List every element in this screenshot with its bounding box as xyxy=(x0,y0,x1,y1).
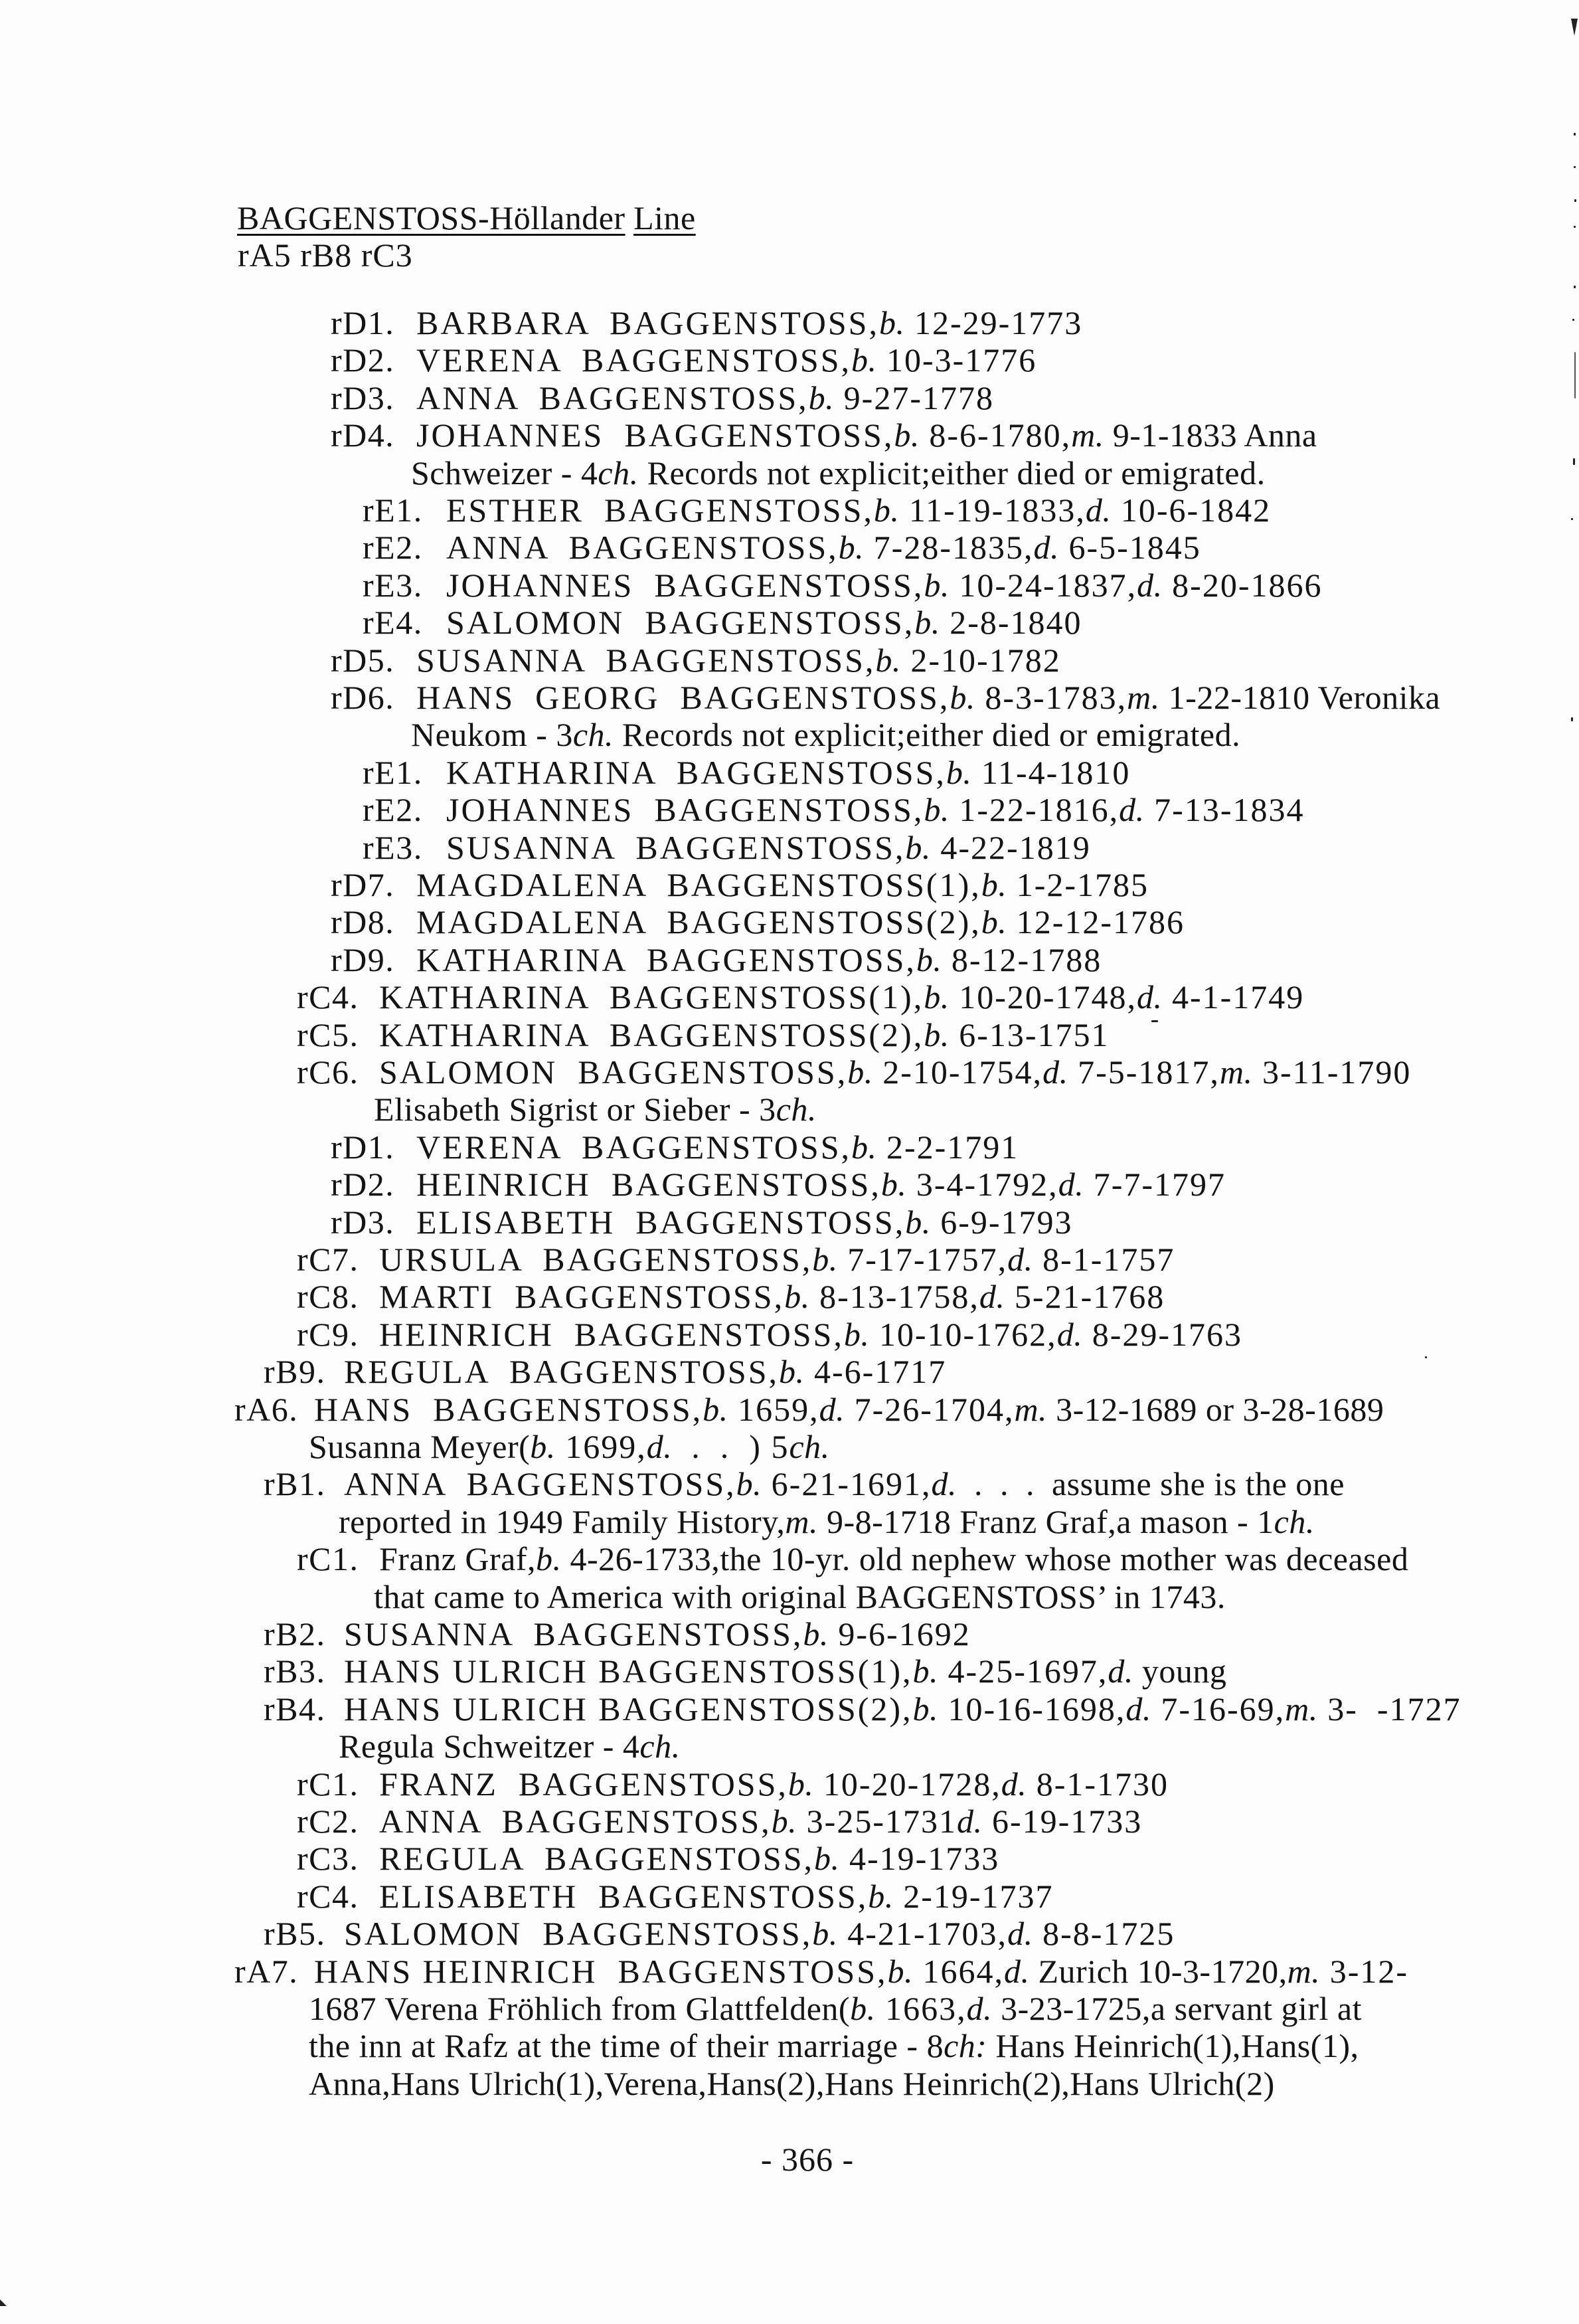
abbreviation-italic: d. xyxy=(819,1391,845,1428)
entry-text-segment: URSULA BAGGENSTOSS, xyxy=(379,1241,813,1278)
abbreviation-italic: b. xyxy=(788,1765,814,1803)
entry-text-segment: . . . assume she is the one xyxy=(956,1465,1345,1502)
entry-text xyxy=(446,529,1201,566)
entry-text-segment: 6-9-1793 xyxy=(930,1204,1073,1241)
entry-text-segment: 1699, xyxy=(555,1428,647,1465)
entry-text-segment: JOHANNES BAGGENSTOSS, xyxy=(416,416,894,454)
entry-text xyxy=(379,1765,1169,1803)
entry-text-segment: HANS BAGGENSTOSS, xyxy=(314,1391,703,1428)
abbreviation-italic: b. xyxy=(924,978,950,1016)
entry-text-segment: FRANZ BAGGENSTOSS, xyxy=(379,1765,788,1803)
entry-text xyxy=(309,2027,1359,2064)
entry-text-segment: 3-4-1792, xyxy=(906,1166,1058,1203)
entry-text-segment: 7-28-1835, xyxy=(864,529,1034,566)
abbreviation-italic: m. xyxy=(1014,1391,1048,1428)
entry-text-segment: young xyxy=(1133,1653,1227,1690)
entry-text-segment: 8-13-1758, xyxy=(809,1278,979,1315)
entry-text xyxy=(344,1653,1226,1690)
scan-speck xyxy=(1574,199,1576,202)
abbreviation-italic: b. xyxy=(914,604,940,641)
entry-text-segment: 9-1-1833 Anna xyxy=(1104,416,1317,454)
entry-text xyxy=(309,1990,1362,2027)
entry-text-segment: 2-19-1737 xyxy=(893,1878,1054,1915)
entry-text-segment: 10-20-1748, xyxy=(949,978,1137,1016)
entry-label: rB4. xyxy=(264,1690,326,1728)
title-line-word: Line xyxy=(633,199,696,236)
abbreviation-italic: m. xyxy=(1071,416,1104,454)
entry-label: rA7. xyxy=(234,1953,299,1990)
scan-speck xyxy=(1571,717,1573,721)
entry-label: rC1. xyxy=(297,1765,359,1803)
abbreviation-italic: d. xyxy=(646,1428,673,1465)
abbreviation-italic: b. xyxy=(736,1465,762,1502)
entry-label: rC9. xyxy=(297,1316,359,1353)
entry-text-segment: 9-8-1718 Franz Graf,a mason - 1 xyxy=(818,1503,1274,1540)
entry-label: rD7. xyxy=(331,866,395,903)
entry-text-segment: 11-4-1810 xyxy=(971,754,1131,791)
entry-text-segment: 7-5-1817, xyxy=(1068,1053,1220,1091)
entry-text-segment: 2-10-1754, xyxy=(873,1053,1043,1091)
entry-text xyxy=(379,1316,1242,1353)
entry-text xyxy=(379,1840,999,1877)
entry-text-segment: JOHANNES BAGGENSTOSS, xyxy=(446,567,924,604)
abbreviation-italic: b. xyxy=(850,1990,876,2027)
abbreviation-italic: b. xyxy=(803,1615,829,1653)
entry-text-segment: the inn at Rafz at the time of their marriage - 8 xyxy=(309,2027,944,2064)
abbreviation-italic: b. xyxy=(905,1204,931,1241)
entry-text-segment: SALOMON BAGGENSTOSS, xyxy=(379,1053,848,1091)
entry-text-segment: VERENA BAGGENSTOSS, xyxy=(416,1128,851,1166)
entry-text-segment: 2-2-1791 xyxy=(876,1128,1019,1166)
entry-text xyxy=(416,941,1102,978)
entry-label: rA6. xyxy=(234,1391,299,1428)
entry-text-segment: 1-2-1785 xyxy=(1007,866,1149,903)
abbreviation-italic: d. xyxy=(1001,1765,1027,1803)
abbreviation-italic: d. xyxy=(1085,492,1112,529)
entry-text xyxy=(416,1128,1019,1166)
entry-text-segment: 8-6-1780, xyxy=(919,416,1072,454)
entry-text-segment: 6-13-1751 xyxy=(949,1016,1110,1053)
entry-text-segment: BARBARA BAGGENSTOSS, xyxy=(416,304,879,341)
entry-text-segment: HANS ULRICH BAGGENSTOSS(2), xyxy=(344,1690,913,1728)
abbreviation-italic: b. xyxy=(924,791,950,828)
entry-text-segment: 8-1-1730 xyxy=(1027,1765,1169,1803)
entry-text xyxy=(314,1391,1384,1428)
entry-text xyxy=(379,1016,1110,1053)
entry-text-segment: MARTI BAGGENSTOSS, xyxy=(379,1278,785,1315)
entry-text-segment: Hans Heinrich(1),Hans(1), xyxy=(987,2027,1359,2064)
entry-text xyxy=(344,1353,946,1390)
scan-speck xyxy=(1574,352,1576,399)
entry-text-segment: 8-29-1763 xyxy=(1082,1316,1242,1353)
entry-text-segment: Franz Graf, xyxy=(379,1540,536,1577)
abbreviation-italic: d. xyxy=(1119,791,1145,828)
entry-text-segment: 1664, xyxy=(913,1953,1004,1990)
entry-text xyxy=(446,604,1082,641)
abbreviation-italic: m. xyxy=(1127,679,1160,716)
abbreviation-italic: ch. xyxy=(776,1091,817,1128)
entry-text xyxy=(339,1728,681,1765)
abbreviation-italic: b. xyxy=(868,1878,894,1915)
scan-corner-mark xyxy=(1571,19,1578,36)
abbreviation-italic: m. xyxy=(1287,1953,1321,1990)
abbreviation-italic: ch. xyxy=(1274,1503,1315,1540)
entry-text xyxy=(416,1204,1073,1241)
abbreviation-italic: d. xyxy=(1058,1166,1084,1203)
scan-speck xyxy=(1425,1356,1427,1358)
entry-label: rC4. xyxy=(297,978,359,1016)
entry-text-segment: 1663, xyxy=(875,1990,967,2027)
abbreviation-italic: d. xyxy=(1137,978,1163,1016)
entry-text-segment: ANNA BAGGENSTOSS, xyxy=(344,1465,736,1502)
entry-text xyxy=(416,866,1149,903)
lineage-reference: rA5 rB8 rC3 xyxy=(238,236,413,274)
entry-text-segment: SUSANNA BAGGENSTOSS, xyxy=(344,1615,803,1653)
abbreviation-italic: ch: xyxy=(944,2027,987,2064)
entry-text-segment: MAGDALENA BAGGENSTOSS(2), xyxy=(416,903,981,940)
abbreviation-italic: b. xyxy=(912,1653,939,1690)
abbreviation-italic: b. xyxy=(812,1915,838,1952)
entry-text-segment: Records not explicit;either died or emigrated. xyxy=(614,716,1241,753)
entry-text-segment: 1687 Verena Fröhlich from Glattfelden( xyxy=(309,1990,851,2027)
entry-text xyxy=(411,454,1266,492)
entry-text-segment: 3-12- xyxy=(1320,1953,1408,1990)
entry-text-segment: ANNA BAGGENSTOSS, xyxy=(446,529,839,566)
abbreviation-italic: b. xyxy=(916,941,942,978)
entry-label: rE1. xyxy=(363,754,423,791)
entry-text-segment: SUSANNA BAGGENSTOSS, xyxy=(416,642,876,679)
entry-label: rC6. xyxy=(297,1053,359,1091)
abbreviation-italic: d. xyxy=(1125,1690,1151,1728)
entry-text xyxy=(416,341,1037,379)
entry-text-segment: ELISABETH BAGGENSTOSS, xyxy=(416,1204,906,1241)
entry-text xyxy=(379,1241,1175,1278)
entry-text-segment: 8-12-1788 xyxy=(942,941,1102,978)
entry-text xyxy=(339,1503,1315,1540)
abbreviation-italic: b. xyxy=(894,416,920,454)
entry-text-segment: KATHARINA BAGGENSTOSS(2), xyxy=(379,1016,924,1053)
entry-label: rD3. xyxy=(331,379,395,416)
entry-text-segment: 10-20-1728, xyxy=(813,1765,1001,1803)
scan-corner-mark xyxy=(0,2299,7,2306)
entry-text xyxy=(446,791,1304,828)
entry-label: rD6. xyxy=(331,679,395,716)
entry-text-segment: reported in 1949 Family History, xyxy=(339,1503,786,1540)
entry-label: rB1. xyxy=(264,1465,326,1502)
abbreviation-italic: b. xyxy=(981,866,1007,903)
entry-label: rC5. xyxy=(297,1016,359,1053)
entry-text-segment: 12-29-1773 xyxy=(904,304,1083,341)
entry-text xyxy=(379,978,1304,1016)
abbreviation-italic: b. xyxy=(535,1540,562,1577)
entry-text xyxy=(344,1615,971,1653)
scan-speck xyxy=(1574,166,1576,168)
entry-text-segment: 4-22-1819 xyxy=(930,829,1091,866)
entry-text xyxy=(416,379,994,416)
entry-text-segment: Zurich 10-3-1720, xyxy=(1029,1953,1288,1990)
entry-text-segment: 4-1-1749 xyxy=(1162,978,1305,1016)
entry-text xyxy=(379,1803,1142,1840)
abbreviation-italic: b. xyxy=(784,1278,810,1315)
abbreviation-italic: d. xyxy=(966,1990,993,2027)
abbreviation-italic: ch. xyxy=(598,454,639,492)
entry-text-segment: 10-24-1837, xyxy=(949,567,1137,604)
abbreviation-italic: m. xyxy=(785,1503,819,1540)
entry-text xyxy=(344,1690,1461,1728)
entry-label: rD3. xyxy=(331,1204,395,1241)
entry-text xyxy=(314,1953,1408,1990)
entry-text-segment: 7-16-69, xyxy=(1151,1690,1286,1728)
entry-text-segment: 4-21-1703, xyxy=(837,1915,1008,1952)
entry-text-segment: ANNA BAGGENSTOSS, xyxy=(379,1803,772,1840)
entry-text xyxy=(374,1578,1226,1615)
abbreviation-italic: ch. xyxy=(789,1428,830,1465)
entry-label: rC3. xyxy=(297,1840,359,1877)
entry-text xyxy=(416,304,1082,341)
abbreviation-italic: b. xyxy=(847,1053,873,1091)
entry-text-segment: 4-6-1717 xyxy=(804,1353,947,1390)
entry-text-segment: 8-20-1866 xyxy=(1162,567,1323,604)
abbreviation-italic: b. xyxy=(878,304,905,341)
entry-text-segment: Regula Schweitzer - 4 xyxy=(339,1728,640,1765)
entry-text-segment: 10-16-1698, xyxy=(938,1690,1126,1728)
entry-label: rB5. xyxy=(264,1915,326,1952)
entry-text-segment: 5-21-1768 xyxy=(1005,1278,1165,1315)
abbreviation-italic: b. xyxy=(812,1241,838,1278)
entry-label: rD4. xyxy=(331,416,395,454)
entry-label: rC7. xyxy=(297,1241,359,1278)
entry-text xyxy=(309,2065,1275,2102)
entry-label: rC4. xyxy=(297,1878,359,1915)
abbreviation-italic: m. xyxy=(1219,1053,1253,1091)
entry-text-segment: 2-10-1782 xyxy=(900,642,1061,679)
abbreviation-italic: d. xyxy=(1137,567,1163,604)
entry-text-segment: Elisabeth Sigrist or Sieber - 3 xyxy=(374,1091,776,1128)
entry-label: rB3. xyxy=(264,1653,326,1690)
entry-text-segment: ANNA BAGGENSTOSS, xyxy=(416,379,809,416)
entry-text-segment: 1-22-1816, xyxy=(949,791,1120,828)
entry-text-segment: 6-5-1845 xyxy=(1058,529,1201,566)
entry-text xyxy=(446,567,1322,604)
entry-text xyxy=(379,1053,1411,1091)
abbreviation-italic: b. xyxy=(779,1353,805,1390)
entry-text-segment: HANS GEORG BAGGENSTOSS, xyxy=(416,679,950,716)
entry-text-segment: Neukom - 3 xyxy=(411,716,573,753)
entry-text-segment: KATHARINA BAGGENSTOSS(1), xyxy=(379,978,924,1016)
entry-text-segment: JOHANNES BAGGENSTOSS, xyxy=(446,791,924,828)
entry-label: rD1. xyxy=(331,1128,395,1166)
entry-text-segment: 7-7-1797 xyxy=(1084,1166,1226,1203)
entry-text-segment: 3-25-1731 xyxy=(797,1803,957,1840)
entry-text-segment: 3- -1727 xyxy=(1317,1690,1461,1728)
abbreviation-italic: d. xyxy=(1042,1053,1068,1091)
entry-text-segment: HANS ULRICH BAGGENSTOSS(1), xyxy=(344,1653,913,1690)
entry-text-segment: Records not explicit;either died or emigrated. xyxy=(638,454,1266,492)
entry-text-segment: SUSANNA BAGGENSTOSS, xyxy=(446,829,906,866)
abbreviation-italic: b. xyxy=(875,642,901,679)
abbreviation-italic: b. xyxy=(981,903,1007,940)
scan-speck xyxy=(1571,518,1573,520)
entry-text-segment: 10-6-1842 xyxy=(1111,492,1272,529)
abbreviation-italic: b. xyxy=(880,1166,907,1203)
entry-label: rC8. xyxy=(297,1278,359,1315)
entry-text-segment: 9-27-1778 xyxy=(834,379,994,416)
abbreviation-italic: ch. xyxy=(639,1728,681,1765)
entry-text-segment: KATHARINA BAGGENSTOSS, xyxy=(446,754,946,791)
abbreviation-italic: b. xyxy=(912,1690,939,1728)
entry-text-segment: 1-22-1810 Veronika xyxy=(1159,679,1441,716)
abbreviation-italic: b. xyxy=(924,567,950,604)
entry-text-segment: ELISABETH BAGGENSTOSS, xyxy=(379,1878,869,1915)
entry-text-segment: 3-11-1790 xyxy=(1252,1053,1412,1091)
abbreviation-italic: ch. xyxy=(572,716,614,753)
entry-text-segment: 8-3-1783, xyxy=(975,679,1127,716)
abbreviation-italic: b. xyxy=(530,1428,556,1465)
entry-text-segment: 1659, xyxy=(728,1391,819,1428)
entry-text-segment: 4-25-1697, xyxy=(938,1653,1108,1690)
entry-text-segment: HEINRICH BAGGENSTOSS, xyxy=(379,1316,844,1353)
entry-text xyxy=(379,1540,1408,1577)
entry-text-segment: SALOMON BAGGENSTOSS, xyxy=(446,604,915,641)
entry-label: rD8. xyxy=(331,903,395,940)
entry-text-segment: 10-10-1762, xyxy=(869,1316,1057,1353)
abbreviation-italic: b. xyxy=(946,754,972,791)
scan-speck xyxy=(1574,286,1576,288)
entry-label: rD9. xyxy=(331,941,395,978)
entry-label: rE2. xyxy=(363,791,423,828)
abbreviation-italic: b. xyxy=(851,341,877,379)
entry-text-segment: 3-12-1689 or 3-28-1689 xyxy=(1047,1391,1384,1428)
entry-label: rD5. xyxy=(331,642,395,679)
entry-text-segment: 9-6-1692 xyxy=(828,1615,971,1653)
abbreviation-italic: b. xyxy=(950,679,975,716)
entry-label: rE3. xyxy=(363,829,423,866)
entry-text-segment: that came to America with original BAGGENSTOSS’ in 1743. xyxy=(374,1578,1226,1615)
entry-text-segment: 3-23-1725,a servant girl at xyxy=(992,1990,1362,2027)
abbreviation-italic: b. xyxy=(887,1953,913,1990)
abbreviation-italic: b. xyxy=(851,1128,877,1166)
entry-text-segment: Susanna Meyer( xyxy=(309,1428,531,1465)
scan-speck xyxy=(1574,226,1576,228)
abbreviation-italic: d. xyxy=(1033,529,1059,566)
entry-text xyxy=(374,1091,817,1128)
entry-text-segment: 12-12-1786 xyxy=(1007,903,1185,940)
entry-label: rE4. xyxy=(363,604,423,641)
abbreviation-italic: d. xyxy=(1007,1241,1033,1278)
entry-text-segment: Schweizer - 4 xyxy=(411,454,598,492)
abbreviation-italic: b. xyxy=(808,379,835,416)
page-title xyxy=(237,199,696,236)
entry-text-segment: 11-19-1833, xyxy=(899,492,1086,529)
entry-text-segment: 8-1-1757 xyxy=(1033,1241,1175,1278)
entry-text-segment: 7-13-1834 xyxy=(1144,791,1305,828)
entry-text xyxy=(416,679,1440,716)
entry-text-segment: HEINRICH BAGGENSTOSS, xyxy=(416,1166,881,1203)
entry-text xyxy=(446,754,1130,791)
entry-text-segment: 7-17-1757, xyxy=(837,1241,1008,1278)
entry-text-segment: REGULA BAGGENSTOSS, xyxy=(379,1840,814,1877)
entry-text-segment: 6-21-1691, xyxy=(762,1465,932,1502)
entry-label: rB9. xyxy=(264,1353,326,1390)
entry-text xyxy=(379,1878,1054,1915)
abbreviation-italic: d. xyxy=(1108,1653,1133,1690)
abbreviation-italic: d. xyxy=(1056,1316,1083,1353)
entry-text xyxy=(416,1166,1226,1203)
entry-text xyxy=(344,1915,1175,1952)
scan-speck xyxy=(1572,319,1574,321)
entry-text-segment: SALOMON BAGGENSTOSS, xyxy=(344,1915,813,1952)
abbreviation-italic: d. xyxy=(979,1278,1005,1315)
entry-text-segment: VERENA BAGGENSTOSS, xyxy=(416,341,851,379)
abbreviation-italic: b. xyxy=(771,1803,797,1840)
entry-text xyxy=(416,903,1185,940)
entry-text xyxy=(344,1465,1345,1502)
entry-text xyxy=(446,492,1271,529)
scan-speck xyxy=(1574,133,1576,135)
entry-text xyxy=(416,642,1061,679)
entry-text-segment: . . ) 5 xyxy=(672,1428,790,1465)
page-number: - 366 - xyxy=(760,2141,855,2178)
entry-text-segment: MAGDALENA BAGGENSTOSS(1), xyxy=(416,866,981,903)
abbreviation-italic: m. xyxy=(1285,1690,1318,1728)
abbreviation-italic: b. xyxy=(873,492,900,529)
entry-text-segment: KATHARINA BAGGENSTOSS, xyxy=(416,941,916,978)
abbreviation-italic: d. xyxy=(956,1803,983,1840)
entry-text xyxy=(309,1428,830,1465)
entry-label: rC2. xyxy=(297,1803,359,1840)
scan-speck xyxy=(1151,1020,1158,1022)
abbreviation-italic: b. xyxy=(843,1316,870,1353)
entry-label: rD1. xyxy=(331,304,395,341)
entry-text xyxy=(416,416,1317,454)
entry-text xyxy=(379,1278,1165,1315)
entry-text-segment: ESTHER BAGGENSTOSS, xyxy=(446,492,874,529)
entry-text-segment: 7-26-1704, xyxy=(845,1391,1015,1428)
abbreviation-italic: b. xyxy=(924,1016,950,1053)
abbreviation-italic: d. xyxy=(931,1465,957,1502)
scan-speck xyxy=(1573,458,1575,465)
entry-text-segment: Anna,Hans Ulrich(1),Verena,Hans(2),Hans Heinrich(2),Hans Ulrich(2) xyxy=(309,2065,1275,2102)
entry-text-segment: 4-19-1733 xyxy=(839,1840,1000,1877)
abbreviation-italic: d. xyxy=(1004,1953,1030,1990)
entry-text-segment: 4-26-1733,the 10-yr. old nephew whose mother was deceased xyxy=(561,1540,1409,1577)
entry-label: rD2. xyxy=(331,341,395,379)
entry-label: rB2. xyxy=(264,1615,326,1653)
abbreviation-italic: d. xyxy=(1007,1915,1033,1952)
entry-text-segment: REGULA BAGGENSTOSS, xyxy=(344,1353,779,1390)
entry-text-segment: 6-19-1733 xyxy=(982,1803,1143,1840)
entry-text-segment: HANS HEINRICH BAGGENSTOSS, xyxy=(314,1953,888,1990)
abbreviation-italic: b. xyxy=(838,529,865,566)
abbreviation-italic: b. xyxy=(814,1840,840,1877)
entry-label: rE2. xyxy=(363,529,423,566)
entry-label: rE3. xyxy=(363,567,423,604)
entry-text xyxy=(411,716,1240,753)
entry-label: rD2. xyxy=(331,1166,395,1203)
entry-text-segment: 2-8-1840 xyxy=(940,604,1082,641)
entry-text xyxy=(446,829,1091,866)
abbreviation-italic: b. xyxy=(703,1391,728,1428)
entry-text-segment: 8-8-1725 xyxy=(1033,1915,1175,1952)
abbreviation-italic: b. xyxy=(905,829,931,866)
entry-label: rC1. xyxy=(297,1540,359,1577)
title-surname-line: BAGGENSTOSS-Höllander xyxy=(237,199,625,236)
entry-text-segment: 10-3-1776 xyxy=(876,341,1037,379)
entry-label: rE1. xyxy=(363,492,423,529)
